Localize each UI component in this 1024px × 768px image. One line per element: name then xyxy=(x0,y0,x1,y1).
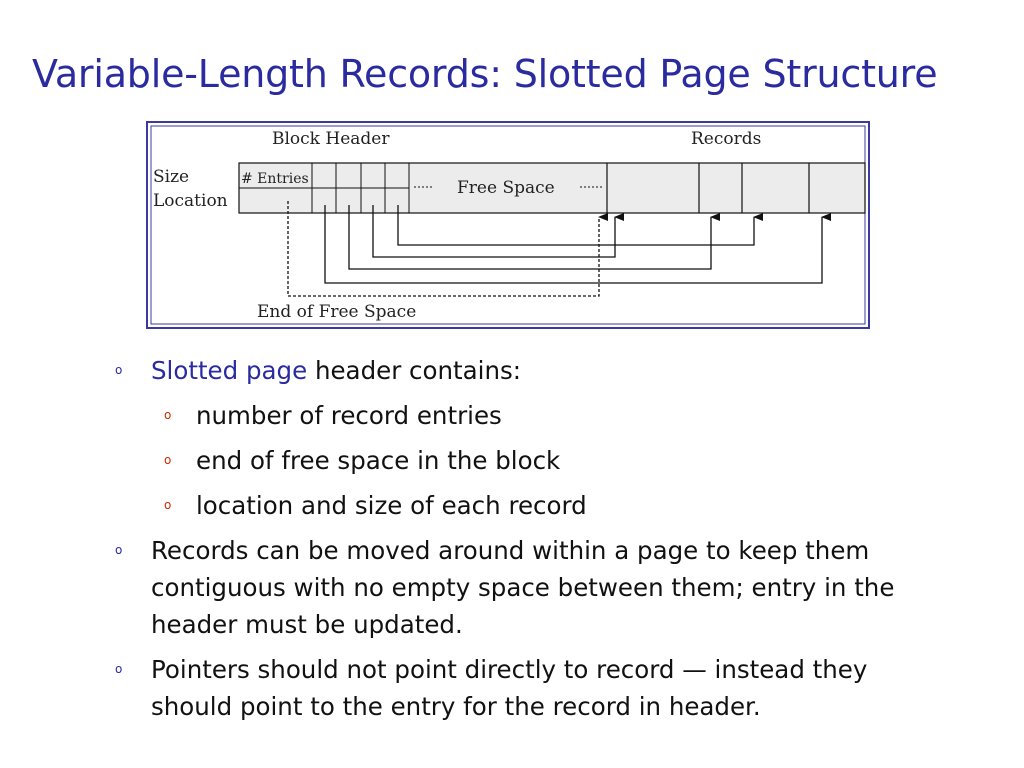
slotted-page-diagram xyxy=(146,121,870,329)
bullet-text: Pointers should not point directly to record — instead they should point to the entry for the record in header. xyxy=(151,655,868,721)
end-of-free-space-label: End of Free Space xyxy=(257,302,417,322)
bullet-item xyxy=(110,651,930,725)
sub-bullet-marker-icon: o xyxy=(164,408,172,422)
bullet-item xyxy=(110,532,930,643)
location-label: Location xyxy=(153,191,228,211)
bullet-list xyxy=(110,352,930,725)
sub-bullet-item xyxy=(110,397,930,434)
bullet-item xyxy=(110,352,930,389)
bullet-marker-icon: o xyxy=(115,543,123,557)
free-space-label: Free Space xyxy=(457,178,555,198)
sub-bullet-item xyxy=(110,487,930,524)
sub-bullet-text: number of record entries xyxy=(196,401,502,430)
sub-bullet-item xyxy=(110,442,930,479)
bullet-marker-icon: o xyxy=(115,662,123,676)
diagram-outer-border xyxy=(147,122,869,328)
bullet-marker-icon: o xyxy=(115,363,123,377)
bullet-text: header contains: xyxy=(307,356,522,385)
size-label: Size xyxy=(153,167,190,187)
sub-bullet-marker-icon: o xyxy=(164,453,172,467)
slide-title: Variable-Length Records: Slotted Page Structure xyxy=(32,52,938,96)
bullet-text: Records can be moved around within a page to keep them contiguous with no empty space between them; entry in the header must be updated. xyxy=(151,536,895,639)
block-header-label: Block Header xyxy=(272,129,390,149)
sub-bullet-marker-icon: o xyxy=(164,498,172,512)
entries-label: # Entries xyxy=(241,171,309,187)
records-label: Records xyxy=(691,129,762,149)
sub-bullet-text: location and size of each record xyxy=(196,491,587,520)
sub-bullet-text: end of free space in the block xyxy=(196,446,561,475)
bullet-highlight: Slotted page xyxy=(151,356,308,385)
